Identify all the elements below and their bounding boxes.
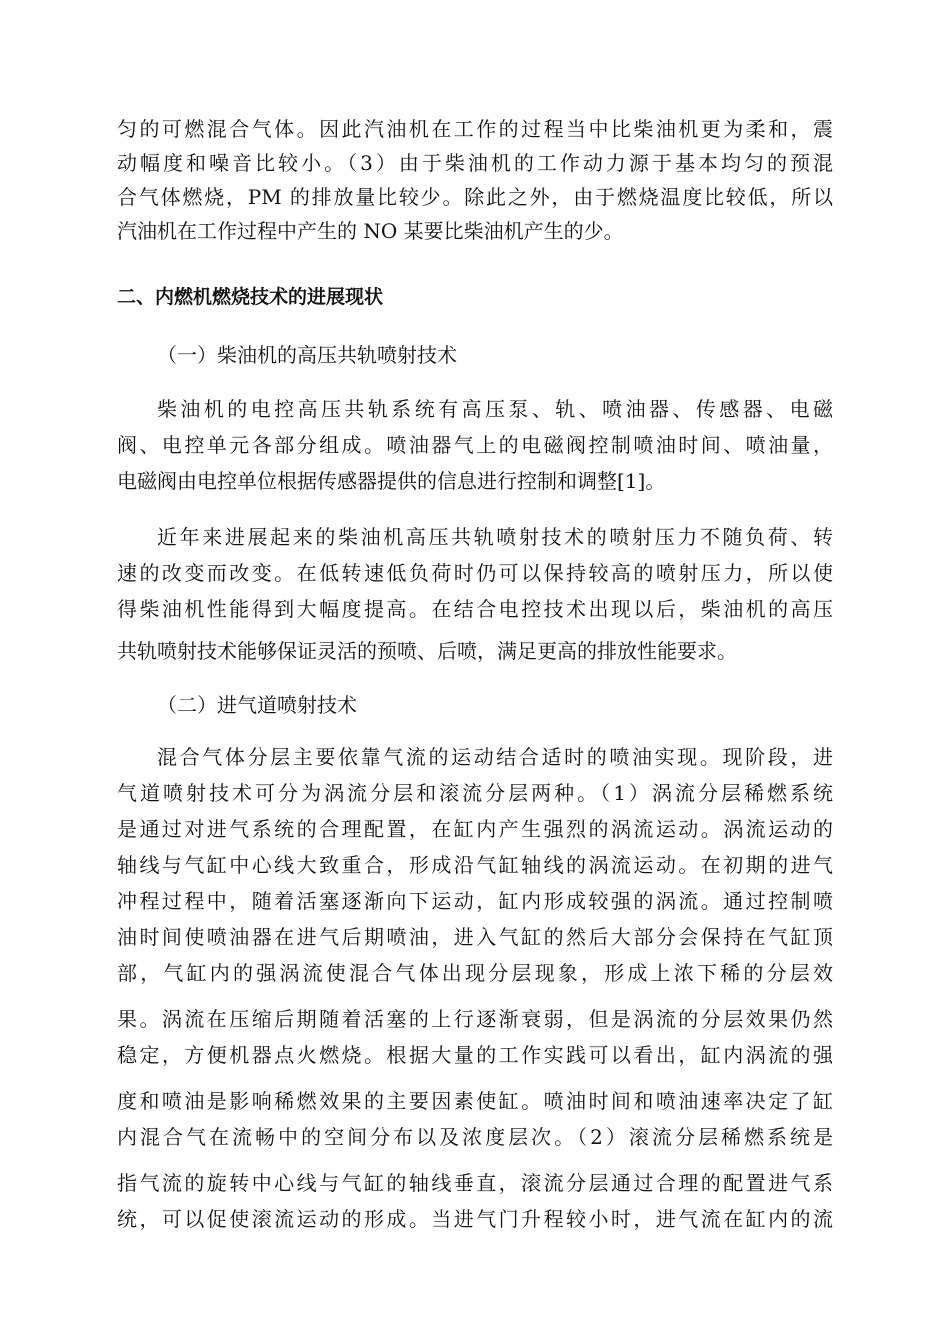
subsection-heading-2: （二）进气道喷射技术 <box>157 693 357 717</box>
subsection-heading-1: （一）柴油机的高压共轨喷射技术 <box>157 343 457 367</box>
text-line: 度和喷油是影响稀燃效果的主要因素使缸。喷油时间和喷油速率决定了缸 <box>117 1089 833 1113</box>
text-line: 指气流的旋转中心线与气缸的轴线垂直，滚流分层通过合理的配置进气系 <box>117 1171 833 1195</box>
text-line: 冲程过程中，随着活塞逐渐向下运动，缸内形成较强的涡流。通过控制喷 <box>117 889 833 913</box>
text-line: 柴油机的电控高压共轨系统有高压泵、轨、喷油器、传感器、电磁 <box>157 397 833 421</box>
text-line: 速的改变而改变。在低转速低负荷时仍可以保持较高的喷射压力，所以使 <box>117 561 833 585</box>
text-line: 汽油机在工作过程中产生的 NO 某要比柴油机产生的少。 <box>117 219 624 243</box>
text-line: 果。涡流在压缩后期随着活塞的上行逐渐衰弱，但是涡流的分层效果仍然 <box>117 1007 833 1031</box>
text-line: 动幅度和噪音比较小。（3）由于柴油机的工作动力源于基本均匀的预混 <box>117 151 833 175</box>
text-line: 统，可以促使滚流运动的形成。当进气门升程较小时，进气流在缸内的流 <box>117 1207 833 1231</box>
text-line: 共轨喷射技术能够保证灵活的预喷、后喷，满足更高的排放性能要求。 <box>117 639 737 663</box>
text-line: 匀的可燃混合气体。因此汽油机在工作的过程当中比柴油机更为柔和，震 <box>117 117 833 141</box>
text-line: 混合气体分层主要依靠气流的运动结合适时的喷油实现。现阶段，进 <box>157 745 833 769</box>
section-heading: 二、内燃机燃烧技术的进展现状 <box>117 286 384 308</box>
text-line: 近年来进展起来的柴油机高压共轨喷射技术的喷射压力不随负荷、转 <box>157 525 833 549</box>
text-line: 阀、电控单元各部分组成。喷油器气上的电磁阀控制喷油时间、喷油量， <box>117 433 833 457</box>
text-line: 合气体燃烧，PM 的排放量比较少。除此之外，由于燃烧温度比较低，所以 <box>117 185 833 209</box>
text-line: 是通过对进气系统的合理配置，在缸内产生强烈的涡流运动。涡流运动的 <box>117 817 833 841</box>
text-line: 轴线与气缸中心线大致重合，形成沿气缸轴线的涡流运动。在初期的进气 <box>117 853 833 877</box>
text-line: 部，气缸内的强涡流使混合气体出现分层现象，形成上浓下稀的分层效 <box>117 961 833 985</box>
text-line: 得柴油机性能得到大幅度提高。在结合电控技术出现以后，柴油机的高压 <box>117 597 833 621</box>
text-line: 稳定，方便机器点火燃烧。根据大量的工作实践可以看出，缸内涡流的强 <box>117 1043 833 1067</box>
text-line: 气道喷射技术可分为涡流分层和滚流分层两种。（1）涡流分层稀燃系统 <box>117 781 833 805</box>
text-line: 内混合气在流畅中的空间分布以及浓度层次。（2）滚流分层稀燃系统是 <box>117 1125 833 1149</box>
text-line: 油时间使喷油器在进气后期喷油，进入气缸的然后大部分会保持在气缸顶 <box>117 925 833 949</box>
text-line: 电磁阀由电控单位根据传感器提供的信息进行控制和调整[1]。 <box>117 469 666 493</box>
